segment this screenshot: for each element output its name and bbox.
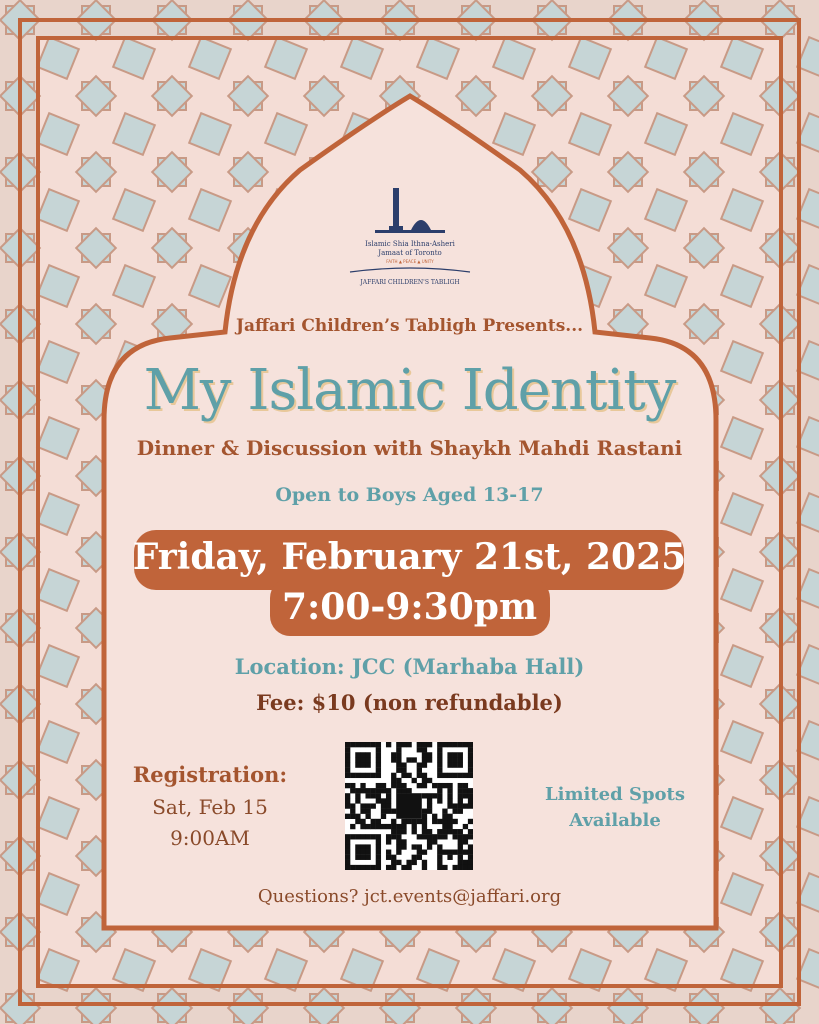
- event-location: Location: JCC (Marhaba Hall): [234, 654, 585, 679]
- registration-date: Sat, Feb 15: [152, 795, 268, 819]
- presents-line: Jaffari Children’s Tabligh Presents...: [235, 316, 584, 336]
- dome-icon: [411, 220, 431, 230]
- event-title: My Islamic Identity: [143, 358, 676, 423]
- logo-org: JAFFARI CHILDREN'S TABLIGH: [360, 279, 460, 286]
- qr-center-logo-icon: [396, 793, 422, 819]
- audience-line: Open to Boys Aged 13-17: [275, 484, 544, 506]
- limited-spots-line2: Available: [569, 810, 661, 831]
- event-subtitle: Dinner & Discussion with Shaykh Mahdi Rastani: [136, 436, 683, 460]
- minaret-icon: [393, 188, 399, 230]
- logo-line1: Islamic Shia Ithna-Asheri: [365, 240, 455, 248]
- registration-time: 9:00AM: [170, 826, 250, 850]
- registration-label: Registration:: [132, 762, 288, 787]
- event-date: Friday, February 21st, 2025: [132, 536, 687, 578]
- logo-line2: Jamaat of Toronto: [378, 249, 442, 257]
- event-fee: Fee: $10 (non refundable): [256, 690, 563, 715]
- event-time: 7:00-9:30pm: [281, 586, 538, 628]
- contact-email[interactable]: Questions? jct.events@jaffari.org: [257, 886, 562, 907]
- registration-qr-code[interactable]: [345, 742, 473, 870]
- limited-spots-line1: Limited Spots: [544, 784, 686, 805]
- jamaat-logo: [335, 180, 485, 290]
- logo-tagline: FAITH ▲ PEACE ▲ UNITY: [386, 259, 434, 264]
